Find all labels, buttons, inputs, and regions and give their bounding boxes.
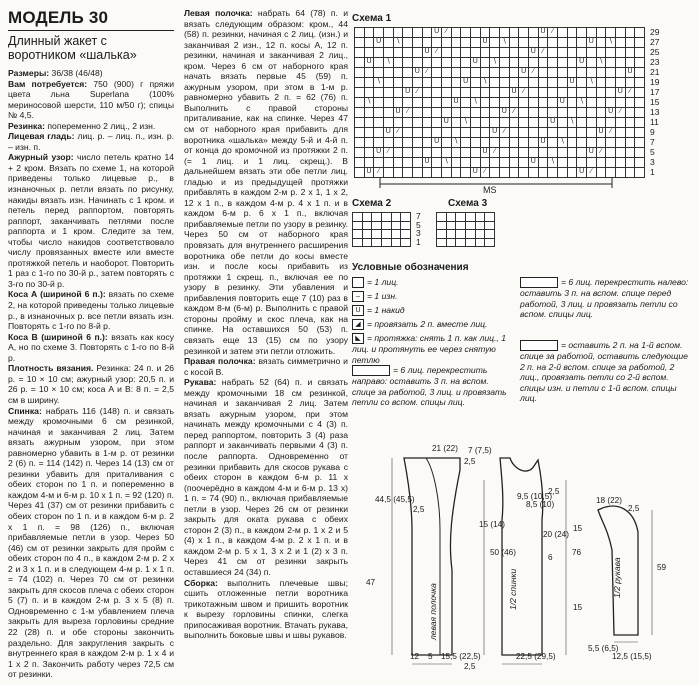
scheme1-cell: U [480, 37, 491, 48]
scheme1-cell: U [576, 57, 587, 68]
scheme1-row-number: 9 [650, 127, 655, 137]
scheme1-cell: U [373, 37, 384, 48]
scheme1-cell: U [431, 27, 442, 38]
scheme1-title: Схема 1 [352, 13, 392, 24]
scheme1-cell: ∕ [528, 67, 539, 78]
scheme1-cell: ∖ [489, 57, 500, 68]
instructions-col1 [8, 68, 174, 680]
scheme1-cell: U [431, 137, 442, 148]
col1-paragraph [8, 131, 174, 152]
scheme1-row-number: 29 [650, 27, 660, 37]
legend-symbol-icon [520, 277, 558, 288]
dim-sleeve-cuff: 15 [573, 603, 583, 612]
dim-back-top: 21 (22) [432, 444, 458, 453]
dim-front-5: 5 [428, 652, 433, 661]
scheme2-title: Схема 2 [352, 198, 392, 209]
paragraph-text: набрать 64 (78) п. и вязать следующим образом: кром., 44 (58) п. резинки, начиная с 2 лиц. (изн.) и заканчивая 2 изн., 12 п. косы А, 12 п. резинки, начиная и заканчивая 2 лиц., кром. Через 6 см от наборного края начать вязать первые 45 (59) п. ажурным узором, при этом в 1-м р. равномерно убавить 2 п. = 62 (76) п. Выполнить с правой стороны приталивание, как на спинке. Через 47 см от наборного края прибавить для воротника «шалька» между 5-й и 4-й п. от конца до кромочной из протяжки 2 п. (= 1 лиц. и 1 лиц. скрещ.). В дальнейшем вязать эти обе петли лиц. гладью и из предыдущей протяжки прибавлять в каждом 2-м р. 2 х 1, 1 х 2, 12 х 1 п., в каждом 4-м р. 4 х 1 п. и в каждом 6-м р. 6 х 1 п., включая прибавляемые петли по узору в резинку. Через 50 см от наборного края провязать для внутреннего расширения воротника обе петли до косы вместе изн. и после косы прибавить из протяжки 1 скрещ. п., включая ее по узору в резинку. Эти убавления и прибавления повторить еще 7 (10) раз в каждом 8-м (6-м) р. Выполнить с правой стороны пройму и скос плеча, как на спинке. На оставшихся 50 (53) п. связать еще 13 (15) см по узору резинкой и затем эти петли отложить. [184, 8, 348, 356]
scheme1-cell: ∕ [509, 107, 520, 118]
dim-back-shoulder-2: 8,5 (10) [526, 500, 555, 509]
scheme2-chart [352, 212, 410, 246]
scheme1-row-number: 3 [650, 157, 655, 167]
sleeve-label: 1/2 рукава [612, 557, 622, 598]
scheme1-cell: ∕ [480, 167, 491, 178]
scheme1-row-number: 7 [650, 137, 655, 147]
paragraph-label: Спинка: [8, 405, 42, 416]
scheme1-cell: ∖ [373, 77, 384, 88]
model-subtitle: Длинный жакет с воротником «шалька» [8, 34, 137, 62]
scheme1-cell: U [547, 117, 558, 128]
scheme1-row-number: 17 [650, 87, 660, 97]
col1-paragraph [8, 332, 174, 364]
scheme1-cell: U [538, 27, 549, 38]
legend-text: = протяжка: снять 1 п. как лиц., 1 лиц. и протянуть ее через снятую петлю [352, 333, 506, 365]
dim-front-length: 47 [366, 578, 376, 587]
paragraph-text: 36/38 (46/48) [49, 68, 103, 78]
scheme1-row-number: 19 [650, 77, 660, 87]
paragraph-label: Вам потребуется: [8, 78, 88, 89]
col1-paragraph [8, 152, 174, 289]
scheme1-cell: ∕ [615, 107, 626, 118]
paragraph-text: Резинка: 24 п. и 26 р. = 10 × 10 см; ажурный узор: 20,5 п. и 26 р. = 10 × 10 см; коса А и В: 8 п. = 2,5 см в ширину. [8, 363, 174, 405]
legend-symbol-icon [352, 365, 390, 376]
paragraph-label: Коса А (шириной 6 п.): [8, 289, 106, 300]
scheme1-row-number: 21 [650, 67, 660, 77]
legend-item [352, 333, 514, 365]
scheme1-row-number: 27 [650, 37, 660, 47]
scheme1-cell: U [364, 167, 375, 178]
scheme1-cell: U [567, 77, 578, 88]
dim-front-bottom-gap: 2,5 [464, 662, 476, 671]
scheme1-cell: ∕ [431, 47, 442, 58]
scheme1-cell: U [625, 67, 636, 78]
scheme1-cell: U [596, 127, 607, 138]
scheme1-cell: ∕ [441, 27, 452, 38]
column-2 [184, 8, 348, 641]
scheme1-cell: U [393, 107, 404, 118]
legend-item [352, 319, 514, 330]
paragraph-label: Сборка: [184, 577, 218, 588]
legend-text: = 6 лиц. перекрестить направо: оставить 3 п. на вспом. спице за работой, 3 лиц. и провязать петли со вспом. спицы лиц. [352, 365, 507, 408]
scheme1-cell: ∕ [393, 127, 404, 138]
back-label: 1/2 спинки [508, 568, 518, 610]
paragraph-text: вязать как косу А, но по схеме 3. Повторять с 1-го по 8-й р. [8, 331, 174, 363]
scheme1-cell: U [586, 37, 597, 48]
scheme3-title: Схема 3 [448, 198, 488, 209]
dim-sleeve-length: 59 [657, 563, 667, 572]
scheme1-cell: U [470, 167, 481, 178]
paragraph-text: набрать 116 (148) п. и связать между кромочными 6 см резинкой, начиная и заканчивая 2 лиц. Затем вязать ажурным узором, при этом равномерно убавить в 1-м р. от резинки 2 (6) п. = 114 (142) п. Через 14 (13) см от резинки убавить для приталивания с обеих сторон по 1 п. и попеременно в каждом 4-м и 6-м р. 10 х 1 п. = 92 (120) п. Через 41 (37) см от резинки прибавить с обеих сторон по 1 п. и в каждом 6-м р. 2 х 1 п. = 98 (126) п., включая прибавляемые петли в узор. Через 50 (46) см от резинки закрыть для пройм с обеих сторон по 4 п., в каждом 2-м р. 2 х 2 и 3 х 1 п. и в следующем 4-м р. 1 х 1 п. = 74 (102) п. Через 70 см от резинки закрыть для скосов плеча с обеих сторон 5 (7) п. и в каждом 2-м р. 3 х 5 (8) п. Одновременно с 1-м убавлением плеча закрыть для выреза горловины средние 22 (28) п. и обе стороны закончить раздельно. Для закругления закрыть с внутреннего края в каждом 2-м р. 1 х 4 и 1 х 2 п. Закончить работу через 72,5 см от резинки. [8, 405, 174, 680]
scheme1-cell: ∕ [499, 127, 510, 138]
scheme1-cell: ∖ [364, 97, 375, 108]
col1-paragraph [8, 406, 174, 680]
scheme1-cell: U [441, 117, 452, 128]
scheme1-cell: ∖ [576, 97, 587, 108]
legend-text: = 1 накид [367, 305, 405, 315]
scheme1-cell: ∕ [412, 87, 423, 98]
scheme1-cell: ∖ [460, 117, 471, 128]
dim-front-gap: 2,5 [413, 505, 425, 514]
model-title: МОДЕЛЬ 30 [8, 8, 174, 31]
scheme1-cell: ∖ [596, 57, 607, 68]
paragraph-label: Правая полочка: [184, 356, 256, 367]
scheme1-cell: ∕ [596, 147, 607, 158]
dim-sleeve-gap: 2,5 [628, 504, 640, 513]
paragraph-label: Плотность вязания. [8, 363, 94, 374]
scheme1-cell: ∖ [480, 77, 491, 88]
pattern-diagrams [352, 430, 697, 680]
scheme1-cell: U [615, 87, 626, 98]
paragraph-label: Лицевая гладь: [8, 131, 75, 142]
scheme1-cell: ∖ [567, 117, 578, 128]
scheme1-cell: ∕ [518, 87, 529, 98]
scheme2-row-number: 1 [416, 236, 421, 247]
scheme1-cell: ∕ [625, 87, 636, 98]
scheme1-rapport-label: MS [483, 185, 497, 195]
legend-item [520, 277, 692, 320]
scheme1-cell: U [499, 107, 510, 118]
dim-back-length: 76 [572, 548, 582, 557]
legend-item [520, 340, 692, 404]
scheme1-cell: U [460, 77, 471, 88]
col1-paragraph [8, 68, 174, 79]
scheme1-rapport-bracket [354, 176, 644, 190]
dim-back-neck-drop: 7 (7,5) [468, 446, 492, 455]
dim-front-12: 12 [410, 652, 420, 661]
legend-text: = оставить 2 п. на 1-й вспом. спице за работой, оставить следующие 2 п. на 2-й вспом. спице за работой, 2 лиц., провязать петли со 2-й вспом. спицы изн. и петли с 1-й вспом. спицы лиц. [520, 340, 688, 404]
paragraph-label: Размеры: [8, 68, 50, 78]
scheme2-row-number: 5 [416, 219, 421, 230]
dim-sleeve-top: 18 (22) [596, 496, 622, 505]
dim-front-width: 15,5 (22,5) [441, 652, 481, 661]
scheme1-cell: U [470, 57, 481, 68]
scheme2-row-number: 7 [416, 211, 421, 221]
scheme1-cell: ∖ [393, 37, 404, 48]
scheme1-cell: U [557, 97, 568, 108]
scheme1-cell: ∕ [422, 67, 433, 78]
legend-text: = 1 изн. [367, 291, 398, 301]
legend-symbol-icon [520, 340, 558, 351]
scheme1-cell: U [586, 147, 597, 158]
scheme1-cell: ∕ [586, 167, 597, 178]
scheme3-chart [436, 212, 494, 246]
paragraph-label: Коса В (шириной 6 п.): [8, 331, 108, 342]
paragraph-text: число петель кратно 14 + 2 кром. Вязать по схеме 1, на которой приведены только лицевые р., в изнаночных р. петли вязать по рисунку, накиды вязать изн. Начинать с 1 кром. и петель перед раппортом, повторять раппорт, заканчивать петлями после раппорта и 1 кром. Следите за тем, чтобы число накидов соответствовало числу провязанных вместе или вместе протяжкой петель и наоборот. Повторить 1 раз с 1-го по 30-й р., затем повторять с 3-го по 30-й р. [8, 152, 175, 289]
scheme1-cell: U [373, 147, 384, 158]
col2-paragraph [184, 377, 348, 577]
scheme1-cell: ∕ [538, 47, 549, 58]
legend-text: = 1 лиц. [367, 277, 399, 287]
column-1 [8, 8, 174, 680]
scheme1-cell: ∕ [383, 147, 394, 158]
legend-symbol-icon: ◢ [352, 319, 364, 330]
scheme3-cell [484, 238, 495, 248]
paragraph-text: вязать симметрично и с косой В. [184, 356, 348, 377]
scheme1-cell: U [364, 57, 375, 68]
scheme1-cell: ∖ [383, 57, 394, 68]
scheme1-row-number: 23 [650, 57, 660, 67]
dim-back-side: 20 (24) [543, 530, 569, 539]
front-label: левая полочка [428, 583, 438, 640]
paragraph-label: Ажурный узор: [8, 152, 74, 163]
paragraph-label: Левая полочка: [184, 8, 253, 18]
dim-sleeve-bottom: 5,5 (6,5) [588, 644, 619, 653]
legend-item [352, 291, 514, 302]
scheme1-cell: U [451, 97, 462, 108]
scheme1-cell: ∕ [402, 107, 413, 118]
scheme2-cell [400, 238, 411, 248]
paragraph-label: Резинка: [8, 120, 45, 131]
legend-item [352, 305, 514, 316]
legend-symbol-icon [352, 277, 364, 288]
scheme1-cell: U [538, 137, 549, 148]
legend-symbol-icon: ◣ [352, 333, 364, 344]
scheme1-cell: U [422, 47, 433, 58]
scheme1-cell: U [528, 157, 539, 168]
scheme1-cell: ∖ [586, 77, 597, 88]
dim-back-shoulder-drop: 2,5 [464, 457, 476, 466]
scheme1-row-number: 5 [650, 147, 655, 157]
scheme1-cell: U [518, 67, 529, 78]
legend-text: = провязать 2 п. вместе лиц. [367, 319, 488, 329]
col1-paragraph [8, 289, 174, 331]
dim-back-width: 22,5 (29,5) [516, 652, 556, 661]
legend-item [352, 277, 514, 288]
scheme1-cell: ∖ [547, 157, 558, 168]
paragraph-text: вязать по схеме 2, на которой приведены только лицевые р., в изнаночных р. все петли вязать изн. Повторять с 1-го по 8-й р. [8, 289, 174, 332]
dim-sleeve-cap: 15 [573, 524, 583, 533]
scheme1-cell: ∖ [557, 137, 568, 148]
scheme1-cell: U [528, 47, 539, 58]
scheme1-cell: ∕ [605, 127, 616, 138]
dim-sleeve-width: 12,5 (15,5) [612, 652, 652, 661]
scheme1-row-number: 1 [650, 167, 655, 177]
scheme1-cell: U [402, 87, 413, 98]
paragraph-text: лиц. р. – лиц. п., изн. р. – изн. п. [8, 131, 174, 152]
scheme1-cell: U [576, 167, 587, 178]
col2-paragraph [184, 578, 348, 641]
scheme1-cell: ∕ [489, 147, 500, 158]
scheme1-row-number: 15 [650, 97, 660, 107]
dim-front-side: 44,5 (45,5) [375, 495, 415, 504]
dim-back-side-2: 6 [548, 553, 553, 562]
dim-front-height: 50 (46) [490, 548, 516, 557]
scheme1-cell: ∖ [441, 157, 452, 168]
paragraph-text: 750 (900) г пряжи цвета льна Superlana (100% мериносовой шерсти, 110 м/50 г); спицы № 4,5. [8, 78, 175, 121]
legend-title: Условные обозначения [352, 262, 469, 273]
scheme1-cell: ∕ [373, 167, 384, 178]
legend-item [352, 365, 514, 408]
scheme1-cell: U [489, 127, 500, 138]
scheme1-cell: ∖ [605, 37, 616, 48]
col1-paragraph [8, 121, 174, 132]
scheme1-row-number: 13 [650, 107, 660, 117]
scheme1-cell: U [605, 107, 616, 118]
scheme1-cell: U [412, 67, 423, 78]
scheme1-cell: U [480, 147, 491, 158]
scheme1-row-number: 11 [650, 117, 659, 127]
instructions-col2 [184, 8, 348, 641]
col1-paragraph [8, 363, 174, 405]
col1-paragraph [8, 79, 174, 121]
col2-paragraph [184, 356, 348, 377]
paragraph-label: Рукава: [184, 377, 217, 388]
scheme1-cell: ∖ [470, 97, 481, 108]
legend-symbol-icon: – [352, 291, 364, 302]
dim-back-armhole: 15 (14) [479, 520, 505, 529]
scheme1-cell: U [422, 157, 433, 168]
scheme1-row-number: 25 [650, 47, 660, 57]
scheme1-cell: ∕ [547, 27, 558, 38]
scheme1-cell: U [509, 87, 520, 98]
legend-text: = 6 лиц. перекрестить налево: оставить 3 п. на вспом. спице перед работой, 3 лиц. и провязать петли со вспом. спицы лиц. [520, 277, 689, 320]
col2-paragraph [184, 8, 348, 356]
scheme1-cell: U [383, 127, 394, 138]
scheme1-cell: ∖ [451, 137, 462, 148]
dim-back-armhole-side: 2,5 [548, 487, 560, 496]
scheme2-row-number: 3 [416, 228, 421, 238]
paragraph-text: попеременно 2 лиц., 2 изн. [45, 120, 156, 131]
legend-symbol-icon: U [352, 305, 364, 316]
dim-back-shoulder: 9,5 (10,5) [517, 492, 553, 501]
paragraph-text: набрать 52 (64) п. и связать между кромочными 18 см резинкой, начиная и заканчивая 2 лиц. Затем вязать ажурным узором, при этом начинать между кромочными с 4 (3) п. перед раппортом, повторить 3 (4) раза раппорт и заканчивать первыми 4 (3) п. после раппорта. Одновременно от резинки прибавить для скосов рукава с обеих сторон в каждом 6-м р. 11 х (поочерёдно в каждом 4-м и 6-м р. 13 х) 1 п. = 74 (90) п., включая прибавляемые петли в узор. Через 26 см от резинки закрыть для оката рукава с обеих сторон 2 (3) п., в каждом 2-м р. 1 х 2 и 5 (4) х 1 п., в каждом 4-м р. 2 х 1 п. и в каждом 2-м р. 5 х 1, 3 х 2 и 1 (2) х 3 п. Через 41 см от резинки закрыть оставшиеся 24 (34) п. [184, 377, 348, 577]
scheme1-chart [354, 27, 644, 177]
scheme1-cell: ∖ [499, 37, 510, 48]
paragraph-text: выполнить плечевые швы; сшить отложенные петли воротника трикотажным швом и пришить воротник к вырезу горловины спинки, слегка припосаживая воротник. Втачать рукава, выполнить боковые швы и швы рукавов. [184, 577, 348, 641]
